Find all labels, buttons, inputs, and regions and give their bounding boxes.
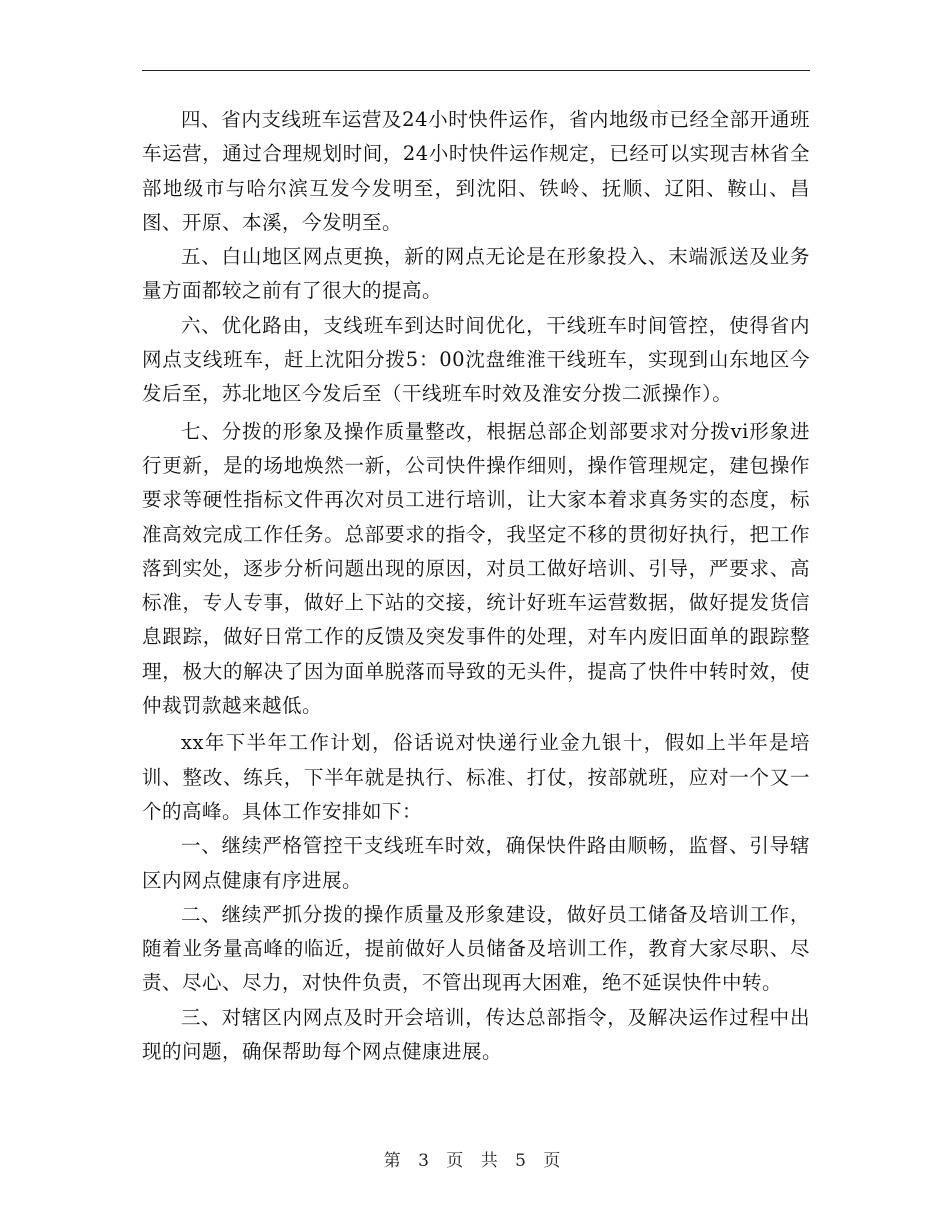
page-number-footer: 第 3 页 共 5 页 (383, 1151, 567, 1171)
plan-item-3: 三、对辖区内网点及时开会培训，传达总部指令，及解决运作过程中出现的问题，确保帮助每个网点健康进展。 (142, 1005, 810, 1064)
plan-item-1: 一、继续严格管控干支线班车时效，确保快件路由顺畅，监督、引导辖区内网点健康有序进展。 (142, 834, 810, 892)
paragraph-6: 六、优化路由，支线班车到达时间优化，干线班车时间管控，使得省内网点支线班车，赶上沈阳分拨5：00沈盘维淮干线班车，实现到山东地区今发后至，苏北地区今发后至（干线班车时效及淮安分拨二派操作）。 (142, 313, 810, 406)
paragraph-4: 四、省内支线班车运营及24小时快件运作，省内地级市已经全部开通班车运营，通过合理规划时间，24小时快件运作规定，已经可以实现吉林省全部地级市与哈尔滨互发今发明至，到沈阳、铁岭、抚顺、辽阳、鞍山、昌图、开原、本溪，今发明至。 (142, 108, 810, 234)
paragraph-7: 七、分拨的形象及操作质量整改，根据总部企划部要求对分拨vi形象进行更新，是的场地焕然一新，公司快件操作细则，操作管理规定，建包操作要求等硬性指标文件再次对员工进行培训，让大家本着求真务实的态度，标准高效完成工作任务。总部要求的指令，我坚定不移的贯彻好执行，把工作落到实处，逐步分析问题出现的原因，对员工做好培训、引导，严要求、高标准，专人专事，做好上下站的交接，统计好班车运营数据，做好提发货信息跟踪，做好日常工作的反馈及突发事件的处理，对车内废旧面单的跟踪整理，极大的解决了因为面单脱落而导致的无头件，提高了快件中转时效，使仲裁罚款越来越低。 (142, 419, 810, 718)
plan-intro-paragraph: xx年下半年工作计划，俗话说对快递行业金九银十，假如上半年是培训、整改、练兵，下半年就是执行、标准、打仗，按部就班，应对一个又一个的高峰。具体工作安排如下： (142, 731, 810, 823)
header-rule (142, 70, 810, 71)
document-body (142, 103, 810, 1069)
paragraph-5: 五、白山地区网点更换，新的网点无论是在形象投入、末端派送及业务量方面都较之前有了很大的提高。 (142, 245, 810, 303)
plan-item-2: 二、继续严抓分拨的操作质量及形象建设，做好员工储备及培训工作，随着业务量高峰的临近，提前做好人员储备及培训工作，教育大家尽职、尽责、尽心、尽力，对快件负责，不管出现再大困难，绝不延误快件中转。 (142, 902, 810, 995)
